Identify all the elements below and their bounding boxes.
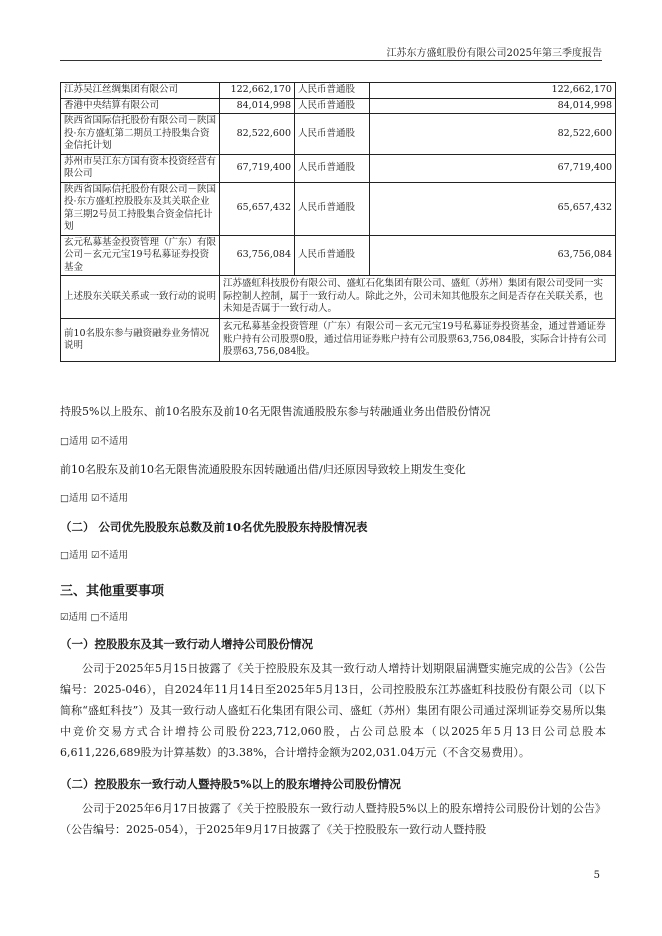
related-text: 江苏盛虹科技股份有限公司、盛虹石化集团有限公司、盛虹（苏州）集团有限公司受同一实际控制人控制，属于一致行动人。除此之外，公司未知其他股东之间是否存在关联关系，也未知是否属于一致行动人。 [220, 276, 616, 319]
share-type: 人民币普通股 [295, 98, 370, 114]
table-row [61, 182, 616, 235]
page-header [60, 44, 602, 61]
shares-held: 65,657,432 [220, 182, 295, 235]
change-title: 前10名股东及前10名无限售流通股股东因转融通出借/归还原因导致较上期发生变化 [60, 463, 466, 476]
share-count: 122,662,170 [370, 83, 616, 99]
sub1-text: 公司于2025年5月15日披露了《关于控股股东及其一致行动人增持计划期限届满暨实施完成的公告》（公告编号：2025-046），自2024年11月14日至2025年5月13日，公司控股股东江苏盛虹科技股份有限公司（以下简称“盛虹科技”）及其一致行动人盛虹石化集团有限公司、盛虹（苏州）集团有限公司通过深圳证券交易所以集中竞价交易方式合计增持公司股份223,712,060股，占公司总股本（以2025年5月13日公司总股本6,611,226,689股为计算基数）的3.38%，合计增持金额为202,031.04万元（不含交易费用）。 [60, 662, 606, 759]
preferred-choice: □适用 ☑不适用 [60, 550, 129, 561]
header-title: 江苏东方盛虹股份有限公司2025年第三季度报告 [386, 48, 602, 59]
share-count: 67,719,400 [370, 154, 616, 182]
preferred-title: （二） 公司优先股股东总数及前10名优先股股东持股情况表 [60, 520, 368, 534]
share-count: 82,522,600 [370, 114, 616, 155]
shares-held: 84,014,998 [220, 98, 295, 114]
shareholders-table [60, 82, 616, 362]
shares-held: 82,522,600 [220, 114, 295, 155]
share-type: 人民币普通股 [295, 182, 370, 235]
sub2-title: （二）控股股东一致行动人暨持股5%以上的股东增持公司股份情况 [60, 777, 401, 791]
shares-held: 122,662,170 [220, 83, 295, 99]
margin-text: 玄元私募基金投资管理（广东）有限公司－玄元元宝19号私募证券投资基金，通过普通证券账户持有公司股票0股，通过信用证券账户持有公司股票63,756,084股，实际合计持有公司股票63,756,084股。 [220, 319, 616, 362]
other-title: 三、其他重要事项 [60, 584, 165, 599]
table-row [61, 114, 616, 155]
shareholder-name: 江苏吴江丝绸集团有限公司 [61, 83, 220, 99]
other-choice: ☑适用 □不适用 [60, 612, 129, 623]
shares-held: 63,756,084 [220, 235, 295, 276]
share-type: 人民币普通股 [295, 235, 370, 276]
table-row [61, 154, 616, 182]
related-row [61, 276, 616, 319]
table-row [61, 83, 616, 99]
shareholder-name: 香港中央结算有限公司 [61, 98, 220, 114]
related-label: 上述股东关联关系或一致行动的说明 [61, 276, 220, 319]
shareholder-name: 陕西省国际信托股份有限公司－陕国投·东方盛虹控股股东及其关联企业第三期2号员工持股集合资金信托计划 [61, 182, 220, 235]
lending-choice: □适用 ☑不适用 [60, 436, 129, 447]
share-type: 人民币普通股 [295, 154, 370, 182]
change-choice: □适用 ☑不适用 [60, 493, 129, 504]
shares-held: 67,719,400 [220, 154, 295, 182]
share-count: 84,014,998 [370, 98, 616, 114]
sub2-text: 公司于2025年6月17日披露了《关于控股股东一致行动人暨持股5%以上的股东增持公司股份计划的公告》（公告编号：2025-054），于2025年9月17日披露了《关于控股股东一致行动人暨持股 [60, 802, 606, 836]
margin-label: 前10名股东参与融资融券业务情况说明 [61, 319, 220, 362]
table-row [61, 98, 616, 114]
share-count: 63,756,084 [370, 235, 616, 276]
share-count: 65,657,432 [370, 182, 616, 235]
sub1-title: （一）控股股东及其一致行动人增持公司股份情况 [60, 637, 313, 651]
table-row [61, 235, 616, 276]
lending-title: 持股5%以上股东、前10名股东及前10名无限售流通股股东参与转融通业务出借股份情况 [60, 405, 491, 418]
shareholder-name: 陕西省国际信托股份有限公司－陕国投·东方盛虹第二期员工持股集合资金信托计划 [61, 114, 220, 155]
share-type: 人民币普通股 [295, 114, 370, 155]
shareholder-name: 玄元私募基金投资管理（广东）有限公司－玄元元宝19号私募证券投资基金 [61, 235, 220, 276]
share-type: 人民币普通股 [295, 83, 370, 99]
margin-row [61, 319, 616, 362]
page-number: 5 [593, 870, 600, 881]
shareholder-name: 苏州市吴江东方国有资本投资经营有限公司 [61, 154, 220, 182]
